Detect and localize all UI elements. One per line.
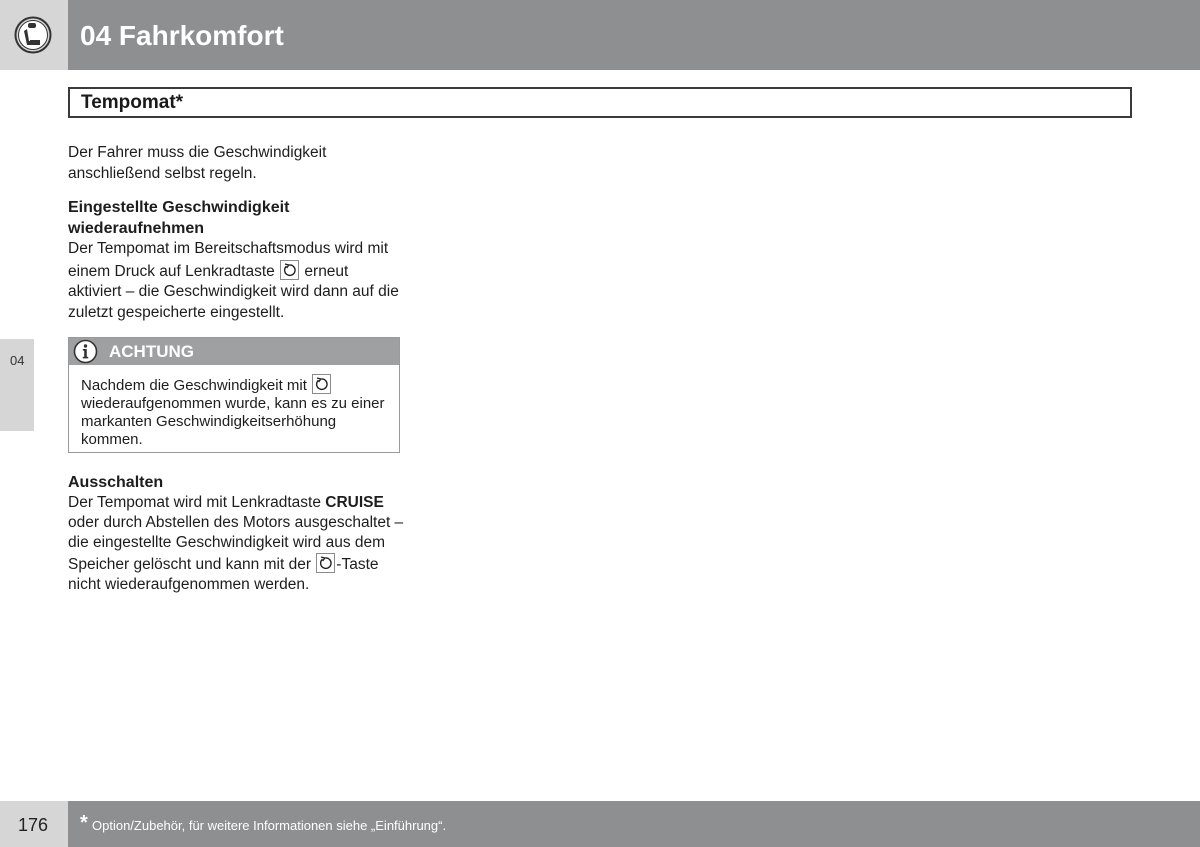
page-number: 176 [18, 815, 49, 835]
off-text-2: oder durch Abstellen des Motors ausgeschaltet – die eingestellte Geschwindigkeit wird aus dem Speicher gelöscht und kann mit der [68, 514, 404, 573]
resume-text-1: Der Tempomat im Bereitschaftsmodus wird mit einem Druck auf Lenkradtaste [68, 240, 389, 280]
resume-paragraph [68, 239, 404, 323]
footnote-star: * [80, 812, 88, 834]
warning-title: ACHTUNG [109, 342, 194, 361]
seat-icon [14, 16, 52, 54]
section-title-box [68, 87, 1132, 118]
warning-text [81, 374, 391, 449]
info-icon [73, 339, 98, 364]
warning-resume-key [312, 374, 331, 394]
resume-text-2: erneut aktiviert – die Geschwindigkeit wird dann auf die zuletzt gespeicherte eingestellt. [68, 262, 399, 321]
off-text-1: Der Tempomat wird mit Lenkradtaste [68, 494, 321, 511]
footer-band [68, 801, 1200, 847]
intro-paragraph: Der Fahrer muss die Geschwindigkeit anschließend selbst regeln. [68, 144, 327, 182]
resume-icon [314, 376, 329, 392]
resume-icon [282, 262, 297, 278]
footnote-text: Option/Zubehör, für weitere Informationen siehe „Einführung“. [92, 818, 447, 833]
page-number-box [0, 801, 68, 847]
off-bold-word: CRUISE [325, 494, 384, 511]
off-text-3: -Taste nicht wiederaufgenommen werden. [68, 556, 379, 593]
warning-text-1: Nachdem die Geschwindigkeit mit [81, 377, 307, 394]
resume-heading: Eingestellte Geschwindigkeit wiederaufnehmen [68, 199, 290, 237]
off-resume-key [316, 553, 335, 573]
side-tab-label: 04 [10, 353, 25, 368]
chapter-side-tab [0, 339, 34, 431]
off-heading: Ausschalten [68, 474, 164, 491]
warning-header [69, 338, 399, 365]
off-section [68, 472, 404, 595]
off-paragraph [68, 493, 404, 595]
warning-text-2: wiederaufgenommen wurde, kann es zu einer markanten Geschwindigkeitserhöhung kommen. [81, 395, 385, 448]
chapter-icon-box [0, 0, 68, 70]
content-column [68, 143, 404, 323]
section-title: Tempomat* [81, 92, 184, 113]
resume-key [280, 260, 299, 280]
warning-box [68, 337, 400, 453]
resume-icon [318, 555, 333, 571]
chapter-title: 04 Fahrkomfort [80, 20, 284, 51]
